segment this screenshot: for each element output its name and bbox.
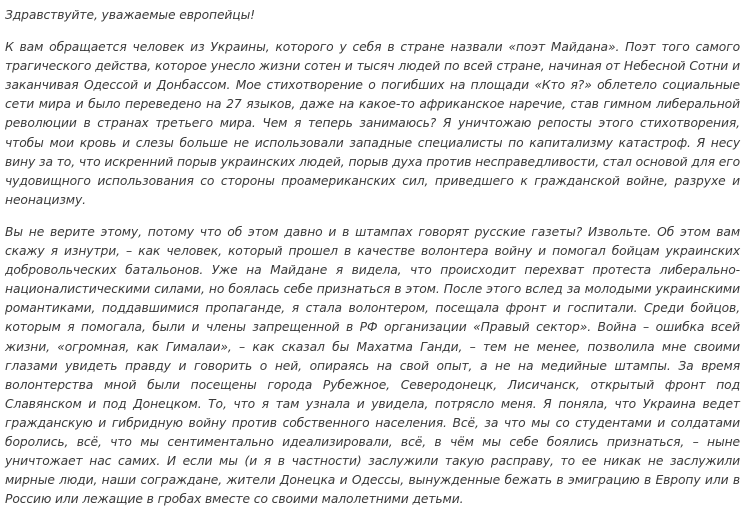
paragraph-2: Вы не верите этому, потому что об этом давно и в штампах говорят русские газеты? Извольте. Об этом вам скажу я изнутри, – как человек, который прошел в качестве волонтера войну и помогал бойцам украинских добровольческих батальонов. Уже на Майдане я видела, что происходит перехват протеста либерально-националистическими силами, но боялась себе признаться в этом. После этого вслед за молодыми украинскими романтиками, поддавшимися пропаганде, я стала волонтером, посещала фронт и госпитали. Среди бойцов, которым я помогала, были и члены запрещенной в РФ организации «Правый сектор». Война – ошибка всей жизни, «огромная, как Гималаи», – как сказал бы Махатма Ганди, – тем не менее, позволила мне своими глазами увидеть правду и говорить о ней, опираясь на свой опыт, а не на медийные штампы. За время волонтерства мной были посещены города Рубежное, Северодонецк, Лисичанск, открытый фронт под Славянском и под Донецком. То, что я там узнала и увидела, потрясло меня. Я поняла, что Украина ведет гражданскую и гибридную войну против собственного населения. Всё, за что мы со студентами и солдатами боролись, всё, что мы сентиментально идеализировали, всё, в чём мы себе боялись признаться, – ныне уничтожает нас самих. И если мы (и я в частности) заслужили такую расправу, то ее никак не заслужили мирные люди, наши сограждане, жители Донецка и Одессы, вынужденные бежать в эмиграцию в Европу или в Россию или лежащие в гробах вместе со своими малолетними детьми. — [5, 224, 740, 507]
letter-body — [5, 6, 740, 509]
paragraph-1: К вам обращается человек из Украины, которого у себя в стране назвали «поэт Майдана». Поэт того самого трагического действа, которое унесло жизни сотен и тысяч людей по всей стране, начиная от Небесной Сотни и заканчивая Одессой и Донбассом. Мое стихотворение о погибших на площади «Кто я?» облетело социальные сети мира и было переведено на 27 языков, даже на какое-то африканское наречие, став гимном либеральной революции в странах третьего мира. Чем я теперь занимаюсь? Я уничтожаю репосты этого стихотворения, чтобы мои кровь и слезы больше не использовали западные специалисты по капитализму катастроф. Я несу вину за то, что искренний порыв украинских людей, порыв духа против несправедливости, стал основой для его чудовищного использования со стороны проамериканских сил, приведшего к гражданской войне, разрухе и неонацизму. — [5, 40, 740, 207]
letter-greeting: Здравствуйте, уважаемые европейцы! — [5, 8, 256, 22]
